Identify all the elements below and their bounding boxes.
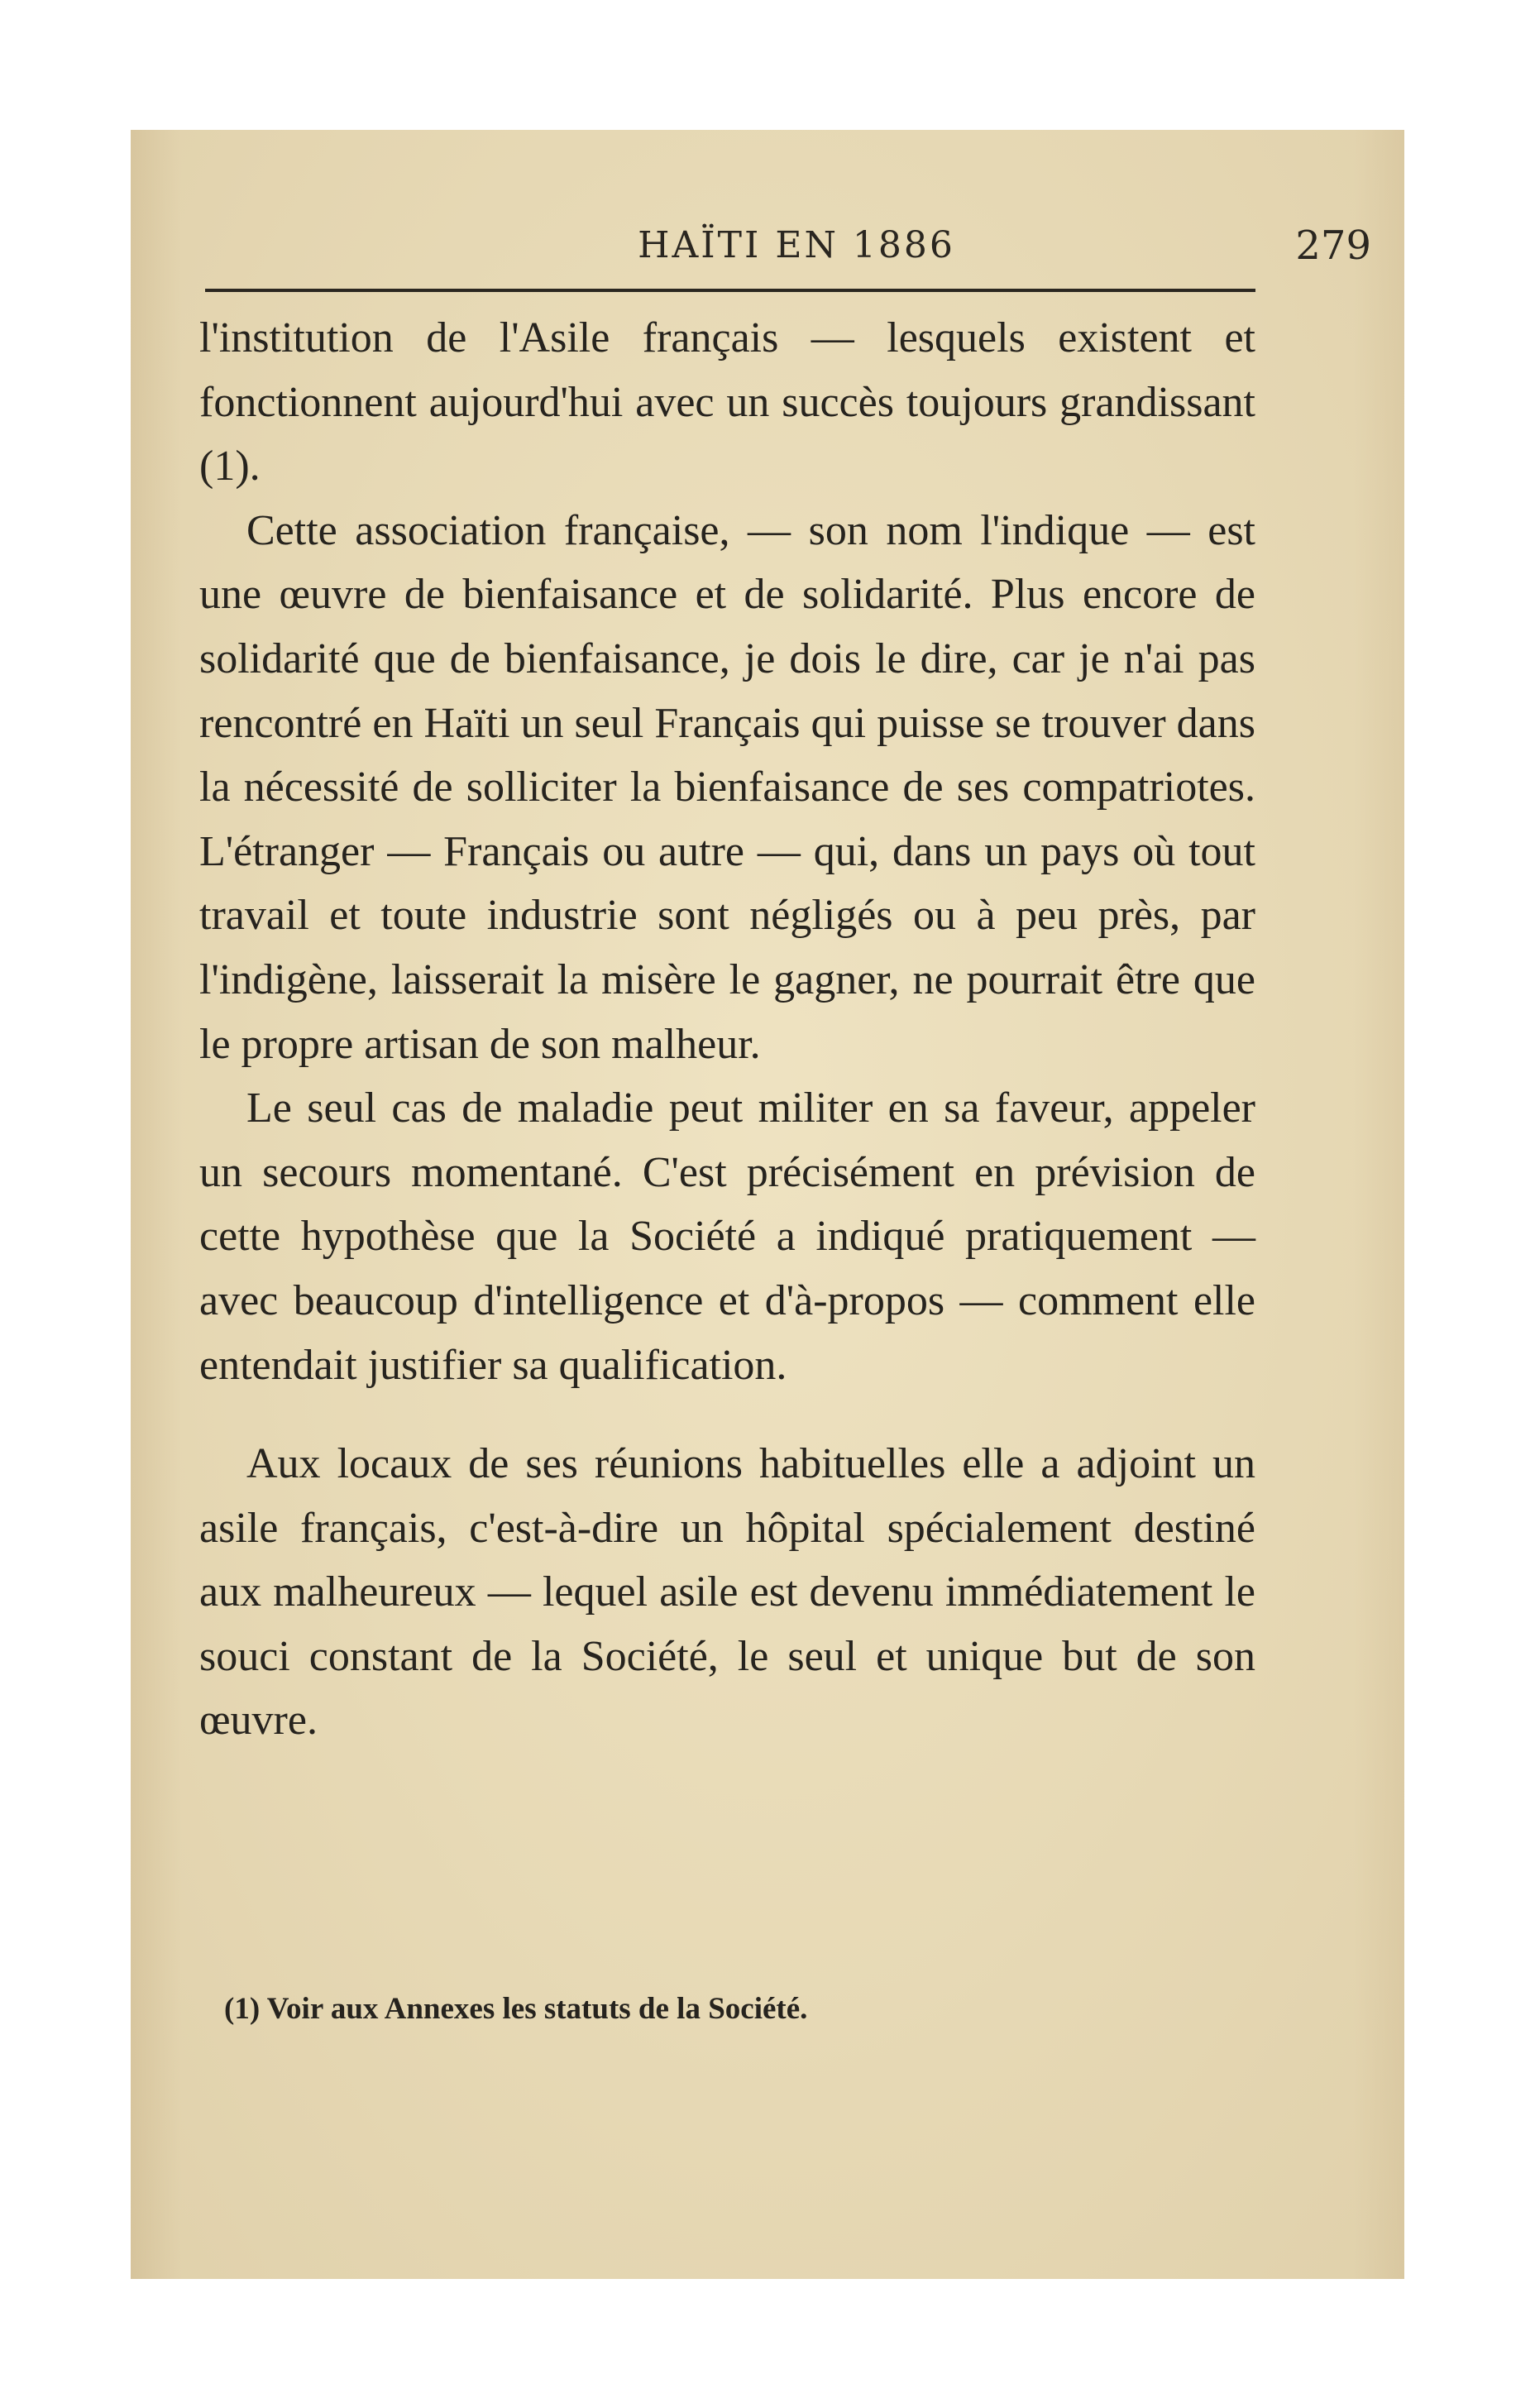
header-rule	[205, 289, 1255, 292]
running-title: HAÏTI EN 1886	[638, 224, 955, 266]
paragraph-4: Aux locaux de ses réunions habituelles elle a adjoint un asile français, c'est-à-dire un hôpital spécialement destiné aux malheureux — lequel asile est devenu immédiatement le souci constant de la Société, le seul et unique but de son œuvre.	[199, 1440, 1255, 1745]
footnote: (1) Voir aux Annexes les statuts de la Société.	[224, 1992, 808, 2026]
page-header	[205, 213, 1388, 279]
book-page	[131, 130, 1404, 2279]
paragraph-3: Le seul cas de maladie peut militer en sa faveur, appeler un secours momentané. C'est précisément en prévision de cette hypothèse que la Société a indiqué pratiquement — avec beaucoup d'intelligence et d'à-propos — comment elle entendait justifier sa qualification.	[199, 1084, 1255, 1389]
page-number: 279	[1295, 223, 1371, 269]
body-text	[199, 306, 1255, 1753]
paragraph-1: l'institution de l'Asile français — lesquels existent et fonctionnent aujourd'hui avec un succès toujours grandissant (1).	[199, 314, 1255, 491]
paragraph-2: Cette association française, — son nom l'indique — est une œuvre de bienfaisance et de solidarité. Plus encore de solidarité que de bienfaisance, je dois le dire, car je n'ai pas rencontré en Haïti un seul Français qui puisse se trouver dans la nécessité de solliciter la bienfaisance de ses compatriotes. L'étranger — Français ou autre — qui, dans un pays où tout travail et toute industrie sont négligés ou à peu près, par l'indigène, laisserait la misère le gagner, ne pourrait être que le propre artisan de son malheur.	[199, 506, 1255, 1068]
